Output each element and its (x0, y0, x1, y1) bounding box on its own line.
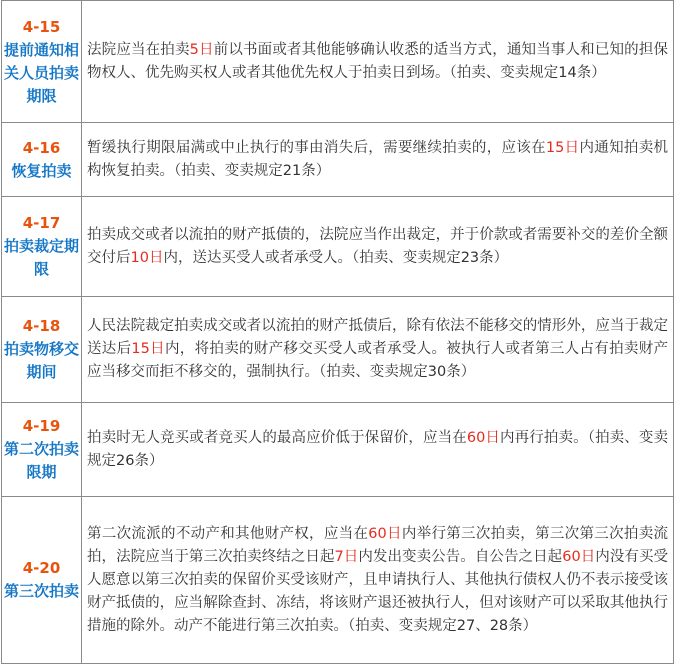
rule-title: 第三次拍卖 (4, 582, 80, 600)
rule-number: 4-20 (22, 559, 61, 577)
table-row (2, 297, 674, 403)
table-row (2, 197, 674, 297)
rule-content (82, 403, 674, 497)
deadline-highlight: 60日 (368, 525, 402, 542)
content-text: 暂缓执行期限届满或中止执行的事由消失后，需要继续拍卖的，应该在 (87, 139, 546, 156)
content-text: 内没有买受人愿意以第三次拍卖的保留价买受该财产，且申请执行人、其他执行债权人仍不表示接受该财产抵债的，应当解除查封、冻结，将该财产退还被执行人，但对该财产可以采取其他执行措施的除外。动产不能进行第三次拍卖。（拍卖、变卖规定27、28条） (87, 548, 669, 634)
content-text: 第二次流派的不动产和其他财产权，应当在 (87, 525, 369, 542)
content-text: 内发出变卖公告。自公告之日起 (358, 548, 563, 565)
deadline-highlight: 5日 (189, 41, 214, 58)
rule-title: 提前通知相关人员拍卖期限 (4, 40, 80, 105)
content-text: 法院应当在拍卖 (87, 41, 190, 58)
content-text: 前以书面或者其他能够确认收悉的适当方式，通知当事人和已知的担保物权人、优先购买权人或者其他优先权人于拍卖日到场。（拍卖、变卖规定14条） (87, 41, 668, 81)
content-text: 内举行第三次拍卖，第三次第三次拍卖流拍，法院应当于第三次拍卖终结之日起 (87, 525, 669, 565)
deadline-highlight: 15日 (545, 139, 580, 156)
rule-number: 4-16 (22, 138, 61, 157)
content-text: 内再行拍卖。（拍卖、变卖规定26条） (87, 429, 669, 469)
row-label (2, 403, 82, 497)
table-row (2, 1, 674, 123)
row-label (2, 197, 82, 297)
deadline-highlight: 60日 (562, 548, 596, 565)
content-text: 拍卖时无人竞买或者竞买人的最高应价低于保留价，应当在 (87, 429, 467, 446)
rule-number: 4-17 (22, 214, 61, 232)
rule-content (82, 297, 674, 403)
table-row (2, 497, 674, 664)
content-text: 内，送达买受人或者承受人。（拍卖、变卖规定23条） (163, 249, 509, 266)
deadline-highlight: 10日 (130, 249, 164, 266)
rule-title: 第二次拍卖限期 (4, 440, 80, 481)
content-text: 内通知拍卖机构恢复拍卖。（拍卖、变卖规定21条） (87, 139, 669, 179)
rule-content (82, 1, 674, 123)
rule-number: 4-18 (22, 317, 61, 335)
rule-number: 4-19 (22, 417, 61, 435)
deadline-highlight: 7日 (334, 548, 359, 565)
rule-number: 4-15 (22, 17, 61, 36)
row-label (2, 123, 82, 197)
content-text: 人民法院裁定拍卖成交或者以流拍的财产抵债后，除有依法不能移交的情形外，应当于裁定送达后 (87, 318, 668, 357)
rule-content (82, 497, 674, 664)
row-label (2, 1, 82, 123)
content-text: 内，将拍卖的财产移交买受人或者承受人。被执行人或者第三人占有拍卖财产应当移交而拒不移交的，强制执行。（拍卖、变卖规定30条） (87, 341, 669, 380)
table-row (2, 123, 674, 197)
table-row (2, 403, 674, 497)
rule-title: 恢复拍卖 (11, 161, 72, 180)
row-label (2, 497, 82, 664)
rule-content (82, 197, 674, 297)
rules-table (1, 0, 674, 664)
deadline-highlight: 15日 (131, 341, 165, 357)
content-text: 拍卖成交或者以流拍的财产抵债的，法院应当作出裁定，并于价款或者需要补交的差价全额交付后 (87, 226, 668, 266)
rule-title: 拍卖物移交期间 (4, 340, 80, 381)
rule-title: 拍卖裁定期限 (4, 237, 80, 278)
deadline-highlight: 60日 (466, 429, 501, 446)
row-label (2, 297, 82, 403)
rule-content (82, 123, 674, 197)
